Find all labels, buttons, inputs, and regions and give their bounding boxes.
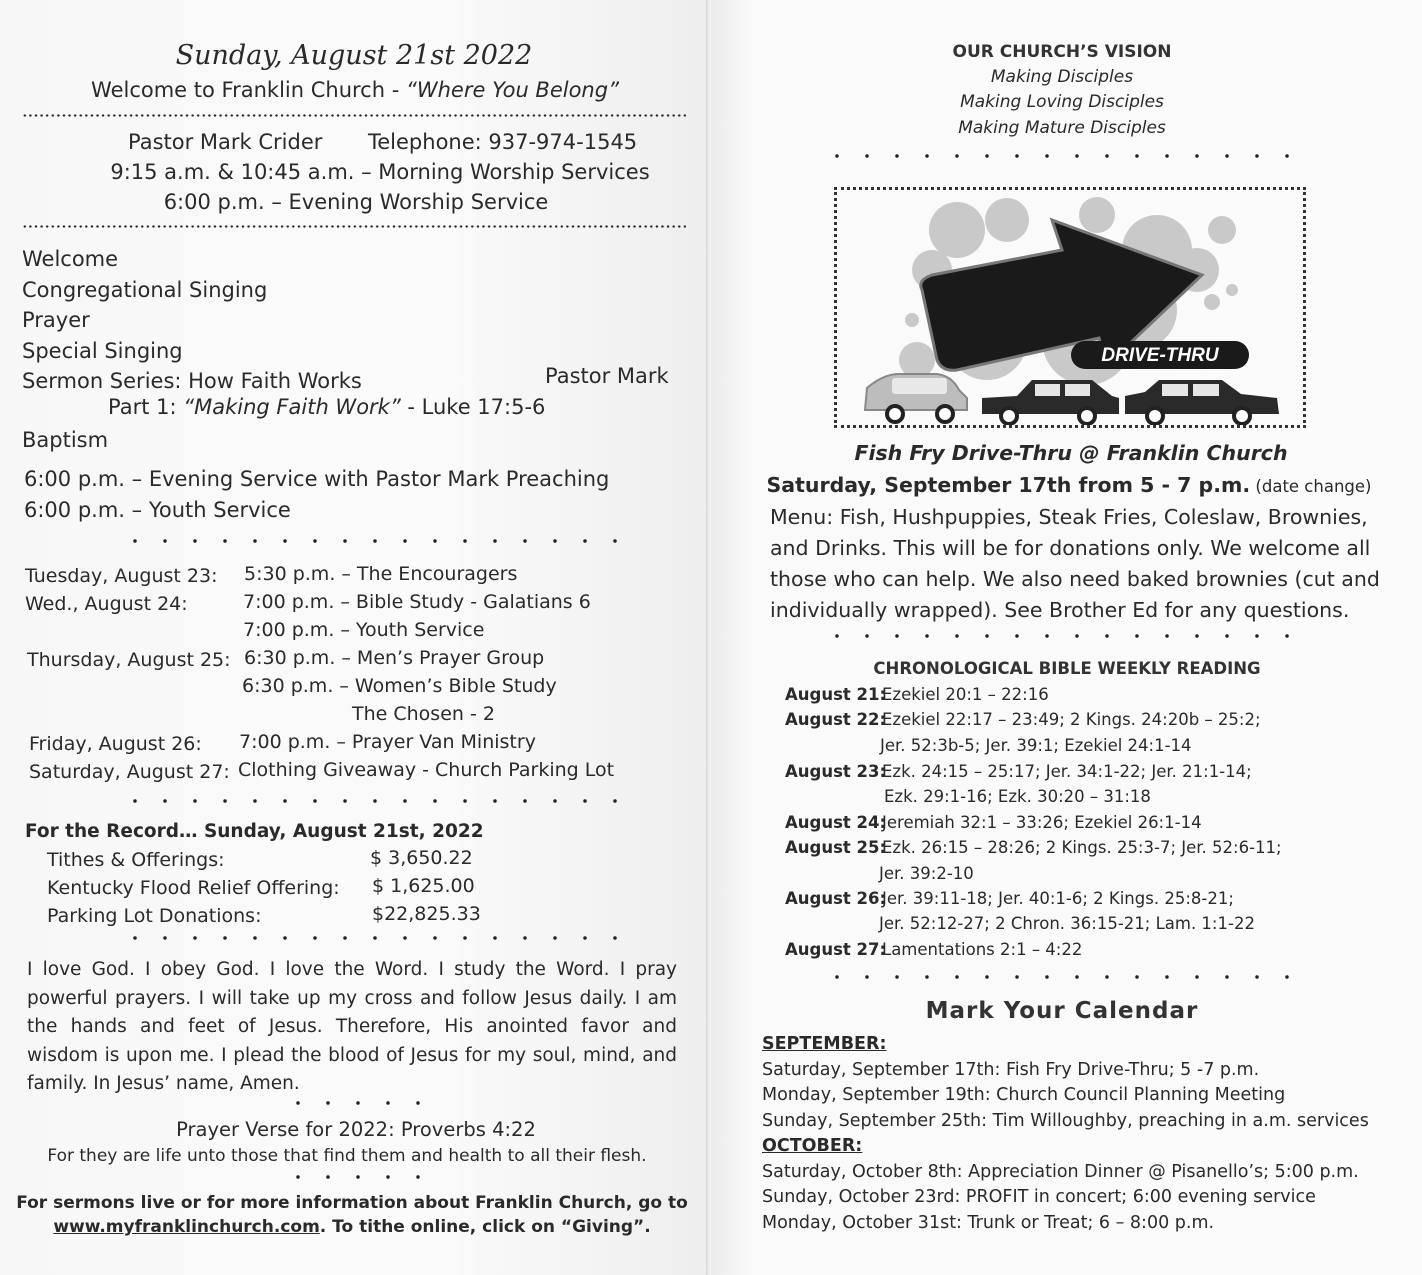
dotted-rule [22, 225, 686, 228]
dot-separator [120, 538, 630, 544]
record-title: For the Record… Sunday, August 21st, 2022 [25, 821, 484, 842]
calendar-event: Saturday, September 17th: Fish Fry Drive-Thru; 5 -7 p.m. [762, 1059, 1260, 1080]
sermon-series: Sermon Series: How Faith Works [22, 369, 362, 393]
telephone: Telephone: 937-974-1545 [368, 130, 638, 154]
schedule-event: Clothing Giveaway - Church Parking Lot [238, 759, 615, 781]
schedule-event: 5:30 p.m. – The Encouragers [244, 563, 518, 585]
drive-thru-graphic-frame [834, 187, 1306, 428]
record-amount: $ 1,625.00 [372, 875, 475, 897]
vision-line: Making Disciples [990, 67, 1134, 87]
calendar-event: Monday, October 31st: Trunk or Treat; 6 – 8:00 p.m. [762, 1212, 1215, 1233]
calendar-event: Sunday, October 23rd: PROFIT in concert; 6:00 evening service [762, 1187, 1316, 1207]
footer-line: For sermons live or for more information about Franklin Church, go to [16, 1193, 688, 1213]
schedule-event: 6:30 p.m. – Men’s Prayer Group [244, 647, 545, 669]
reading-text: Jer. 52:3b-5; Jer. 39:1; Ezekiel 24:1-14 [880, 736, 1192, 755]
order-of-service [22, 244, 362, 397]
reading-text: Ezk. 29:1-16; Ezk. 30:20 – 31:18 [884, 787, 1151, 806]
welcome-line [0, 78, 708, 102]
reading-text: Jer. 52:12-27; 2 Chron. 36:15-21; Lam. 1:1-22 [879, 914, 1255, 933]
event-desc-line: and Drinks. This will be for donations only. We welcome all [770, 536, 1371, 560]
vision-line: Making Mature Disciples [958, 118, 1166, 138]
reading-text: Ezekiel 22:17 – 23:49; 2 Kings. 24:20b – 25:2; [882, 710, 1261, 729]
vision-title: OUR CHURCH’S VISION [952, 42, 1172, 62]
drive-thru-sign-text: DRIVE-THRU [1101, 345, 1219, 366]
reading-day: August 24: [785, 813, 887, 832]
left-page [0, 0, 708, 1275]
reading-text: Jer. 39:11-18; Jer. 40:1-6; 2 Kings. 25:8-21; [882, 889, 1234, 908]
reading-text: Jeremiah 32:1 – 33:26; Ezekiel 26:1-14 [882, 813, 1202, 832]
sermon-part-label: Part 1: [108, 395, 184, 419]
event-desc-line: individually wrapped). See Brother Ed for any questions. [770, 598, 1350, 622]
drive-thru-clipart [837, 190, 1303, 425]
reading-day: August 25: [785, 838, 887, 857]
schedule-event: 7:00 p.m. – Prayer Van Ministry [239, 731, 536, 753]
schedule-event: 7:00 p.m. – Bible Study - Galatians 6 [243, 591, 591, 613]
schedule-day: Tuesday, August 23: [25, 565, 218, 587]
reading-text: Jer. 39:2-10 [879, 864, 974, 883]
sermon-part-ref: - Luke 17:5-6 [400, 395, 546, 419]
reading-day: August 26: [785, 889, 887, 908]
reading-day: August 23: [785, 762, 887, 781]
calendar-list [762, 1032, 1369, 1236]
calendar-title: Mark Your Calendar [925, 998, 1199, 1024]
reading-day: August 21: [785, 685, 887, 704]
reading-day: August 22: [785, 710, 887, 729]
morning-services: 9:15 a.m. & 10:45 a.m. – Morning Worship Services [110, 160, 650, 184]
dot-separator [120, 935, 630, 941]
schedule-day: Thursday, August 25: [27, 649, 231, 671]
evening-item: 6:00 p.m. – Evening Service with Pastor Mark Preaching [24, 467, 610, 491]
service-item: Welcome [22, 247, 119, 271]
reading-text: Lamentations 2:1 – 4:22 [882, 940, 1083, 959]
evening-service: 6:00 p.m. – Evening Worship Service [163, 190, 549, 214]
calendar-event: Saturday, October 8th: Appreciation Dinner @ Pisanello’s; 5:00 p.m. [762, 1161, 1359, 1182]
event-desc-line: Menu: Fish, Hushpuppies, Steak Fries, Coleslaw, Brownies, [770, 505, 1368, 529]
service-item: Congregational Singing [22, 277, 268, 302]
reading-text: Ezekiel 20:1 – 22:16 [882, 685, 1049, 704]
schedule-day: Saturday, August 27: [29, 761, 230, 783]
service-item: Prayer [22, 308, 90, 332]
schedule-event: 6:30 p.m. – Women’s Bible Study [242, 675, 557, 697]
evening-item: 6:00 p.m. – Youth Service [24, 498, 291, 522]
sermon-preacher: Pastor Mark [545, 364, 669, 388]
pastor-name: Pastor Mark Crider [128, 130, 323, 154]
dot-separator [120, 798, 630, 804]
dot-separator [283, 1100, 433, 1106]
sermon-part [108, 395, 545, 419]
event-date: Saturday, September 17th from 5 - 7 p.m. [766, 473, 1251, 497]
dot-separator [822, 974, 1292, 980]
service-item: Special Singing [22, 338, 183, 363]
vision-line: Making Loving Disciples [960, 92, 1164, 112]
calendar-month-october: OCTOBER: [762, 1136, 863, 1156]
baptism: Baptism [22, 428, 109, 452]
reading-day: August 27: [785, 940, 887, 959]
event-desc-line: those who can help. We also need baked brownies (cut and [770, 567, 1380, 591]
church-motto: “Where You Belong” [405, 78, 619, 102]
calendar-event: Monday, September 19th: Church Council Planning Meeting [762, 1085, 1286, 1105]
record-amount: $ 3,650.22 [370, 847, 473, 869]
footer-giving-text: . To tithe online, click on “Giving”. [319, 1217, 651, 1237]
declaration: I love God. I obey God. I love the Word. I study the Word. I pray powerful prayers. I will take up my cross and follow Jesus daily. I am the hands and feet of Jesus. Therefore, His anointed favor and wisdom is upon me. I plead the blood of Jesus for my soul, mind, and family. In Jesus’ name, Amen. [27, 959, 677, 1094]
welcome-text: Welcome to Franklin Church - [91, 78, 406, 102]
reading-text: Ezk. 24:15 – 25:17; Jer. 34:1-22; Jer. 21:1-14; [882, 762, 1252, 781]
calendar-month-september: SEPTEMBER: [762, 1034, 887, 1054]
schedule-day: Wed., August 24: [25, 593, 188, 615]
prayer-verse-title: Prayer Verse for 2022: Proverbs 4:22 [176, 1118, 536, 1141]
right-page [712, 0, 1422, 1275]
event-date-line [712, 473, 1422, 497]
dot-separator [822, 153, 1292, 159]
event-note: (date change) [1250, 477, 1372, 496]
event-description [770, 502, 1380, 626]
dot-separator [283, 1174, 433, 1180]
reading-text: Ezk. 26:15 – 28:26; 2 Kings. 25:3-7; Jer. 52:6-11; [882, 838, 1282, 857]
schedule-event: The Chosen - 2 [352, 703, 495, 725]
record-label: Kentucky Flood Relief Offering: [47, 877, 340, 899]
record-label: Tithes & Offerings: [47, 849, 225, 871]
church-website-link[interactable]: www.myfranklinchurch.com [53, 1217, 320, 1237]
record-amount: $22,825.33 [372, 903, 481, 925]
footer-line [0, 1217, 704, 1237]
schedule-event: 7:00 p.m. – Youth Service [243, 619, 485, 641]
dotted-rule [22, 114, 686, 117]
schedule-day: Friday, August 26: [29, 733, 202, 755]
record-label: Parking Lot Donations: [47, 905, 262, 927]
bulletin-date: Sunday, August 21st 2022 [175, 40, 533, 71]
prayer-verse: For they are life unto those that find them and health to all their flesh. [47, 1146, 647, 1166]
calendar-event: Sunday, September 25th: Tim Willoughby, preaching in a.m. services [762, 1110, 1369, 1131]
event-title: Fish Fry Drive-Thru @ Franklin Church [854, 441, 1288, 465]
reading-title: CHRONOLOGICAL BIBLE WEEKLY READING [873, 659, 1261, 678]
dot-separator [822, 633, 1292, 639]
sermon-part-title: “Making Faith Work” [183, 395, 401, 419]
